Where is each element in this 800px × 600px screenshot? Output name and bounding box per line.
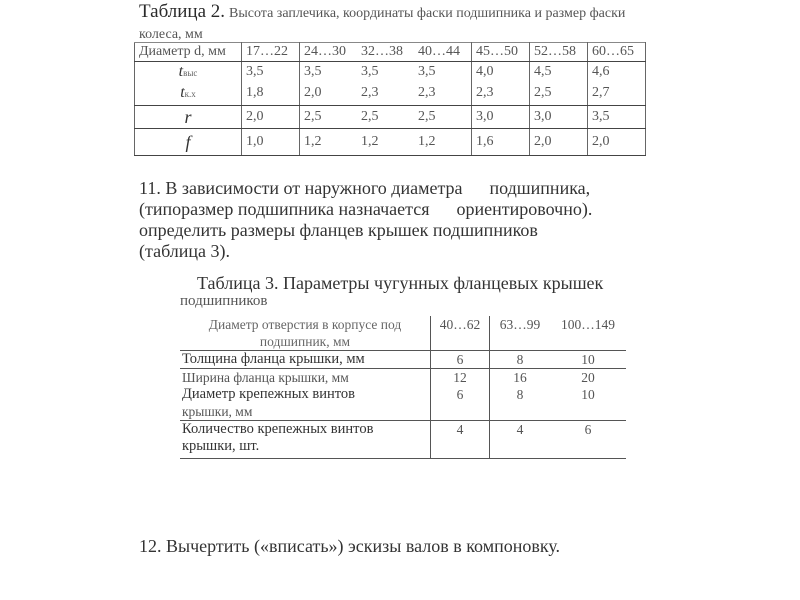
table2-col-header: 24…30: [300, 43, 358, 62]
table3-cell: 10: [550, 351, 626, 369]
table2-cell: 1,8: [242, 81, 300, 106]
table-row: [135, 81, 646, 106]
table-row: [180, 421, 626, 459]
table2-cell: 1,6: [472, 129, 530, 156]
table2-col-header: 17…22: [242, 43, 300, 62]
table2-cell: 2,3: [472, 81, 530, 106]
table3-cell: 16: [513, 370, 527, 385]
paragraph-12: 12. Вычертить («вписать») эскизы валов в компоновку.: [139, 536, 561, 556]
table2-row-symbol: f: [135, 129, 242, 156]
table2-row-symbol: r: [135, 106, 242, 129]
table2-row-symbol: tвыс: [135, 62, 242, 82]
table3-header-row: [180, 316, 626, 351]
table2-cell: 1,2: [414, 129, 472, 156]
table2-cell: 3,0: [472, 106, 530, 129]
table3-row-label: Ширина фланца крышки, мм: [182, 370, 349, 385]
table2-cell: 2,0: [530, 129, 588, 156]
table2-caption-text: Высота заплечика, координаты фаски подшипника и размер фаски колеса, мм: [139, 6, 626, 42]
table3-cell: 20: [581, 370, 595, 385]
table2: [134, 42, 646, 156]
table3-cell: 12: [431, 369, 490, 387]
table2-cell: 3,5: [361, 63, 379, 79]
table2-cell: 2,5: [530, 81, 588, 106]
table2-col-header: 60…65: [588, 43, 646, 62]
table3-cell: 4: [490, 421, 551, 459]
table3-cell: 8: [490, 351, 551, 369]
table2-cell: 2,0: [300, 81, 358, 106]
table2-cell: 4,6: [588, 62, 646, 82]
table2-cell: 2,7: [588, 81, 646, 106]
table3-row-label: Диаметр крепежных винтов крышки, мм: [180, 386, 431, 421]
table-row: [135, 106, 646, 129]
table-row: [180, 386, 626, 421]
paragraph-11-line: (таблица 3).: [139, 241, 231, 261]
table3-caption: Таблица 3. Параметры чугунных фланцевых крышек: [197, 273, 604, 293]
table2-cell: 3,0: [530, 106, 588, 129]
table2-caption: [139, 2, 659, 45]
table2-cell: 2,5: [357, 106, 414, 129]
table3-cell: 8: [490, 386, 551, 421]
table2-cell: 1,0: [242, 129, 300, 156]
table2-cell: 4,0: [472, 62, 530, 82]
table2-header-label: Диаметр d, мм: [135, 43, 242, 62]
table3-row-label: Количество крепежных винтов крышки, шт.: [180, 421, 431, 459]
table2-cell: 3,5: [242, 62, 300, 82]
paragraph-11: [139, 178, 659, 262]
table3-col-header: 40…62: [431, 316, 490, 351]
table2-cell: 3,5: [588, 106, 646, 129]
table2-caption-title: Таблица 2.: [139, 1, 226, 22]
table2-col-header: 40…44: [414, 43, 472, 62]
table2-cell: 2,5: [300, 106, 358, 129]
table3-col-header: 100…149: [550, 316, 626, 351]
table2-cell: 1,2: [300, 129, 358, 156]
table-row: [180, 351, 626, 369]
table3-col-header: 63…99: [490, 316, 551, 351]
table3-cell: 4: [431, 421, 490, 459]
table2-cell: 1,2: [357, 129, 414, 156]
table3-cell: 6: [431, 351, 490, 369]
paragraph-11-line: (типоразмер подшипника назначается ориентировочно).: [139, 199, 593, 219]
table2-row-symbol: tк.х: [135, 81, 242, 106]
table2-cell: 2,5: [414, 106, 472, 129]
table2-cell: 2,0: [242, 106, 300, 129]
paragraph-11-line: 11. В зависимости от наружного диаметра подшипника,: [139, 178, 591, 198]
paragraph-11-line: определить размеры фланцев крышек подшипников: [139, 220, 538, 240]
table2-col-header: 52…58: [530, 43, 588, 62]
table2-cell: 3,5: [414, 62, 472, 82]
table3-caption-continuation: подшипников: [180, 293, 268, 309]
table3: [180, 316, 626, 459]
table3-cell: 10: [550, 386, 626, 421]
table2-cell: 3,5: [300, 62, 358, 82]
table2-cell: 2,3: [357, 81, 414, 106]
table3-header-label: Диаметр отверстия в корпусе под подшипник, мм: [180, 316, 431, 351]
table-row: [135, 62, 646, 82]
table-row: [135, 129, 646, 156]
table2-cell: 2,3: [414, 81, 472, 106]
table3-cell: 6: [431, 386, 490, 421]
table2-col-header: 45…50: [472, 43, 530, 62]
table3-row-label: Толщина фланца крышки, мм: [180, 351, 431, 369]
table2-cell: 4,5: [530, 62, 588, 82]
table2-col-header: 32…38: [357, 43, 414, 62]
table-row: [180, 369, 626, 387]
table2-header-row: [135, 43, 646, 62]
table3-cell: 6: [550, 421, 626, 459]
table2-cell: 2,0: [588, 129, 646, 156]
